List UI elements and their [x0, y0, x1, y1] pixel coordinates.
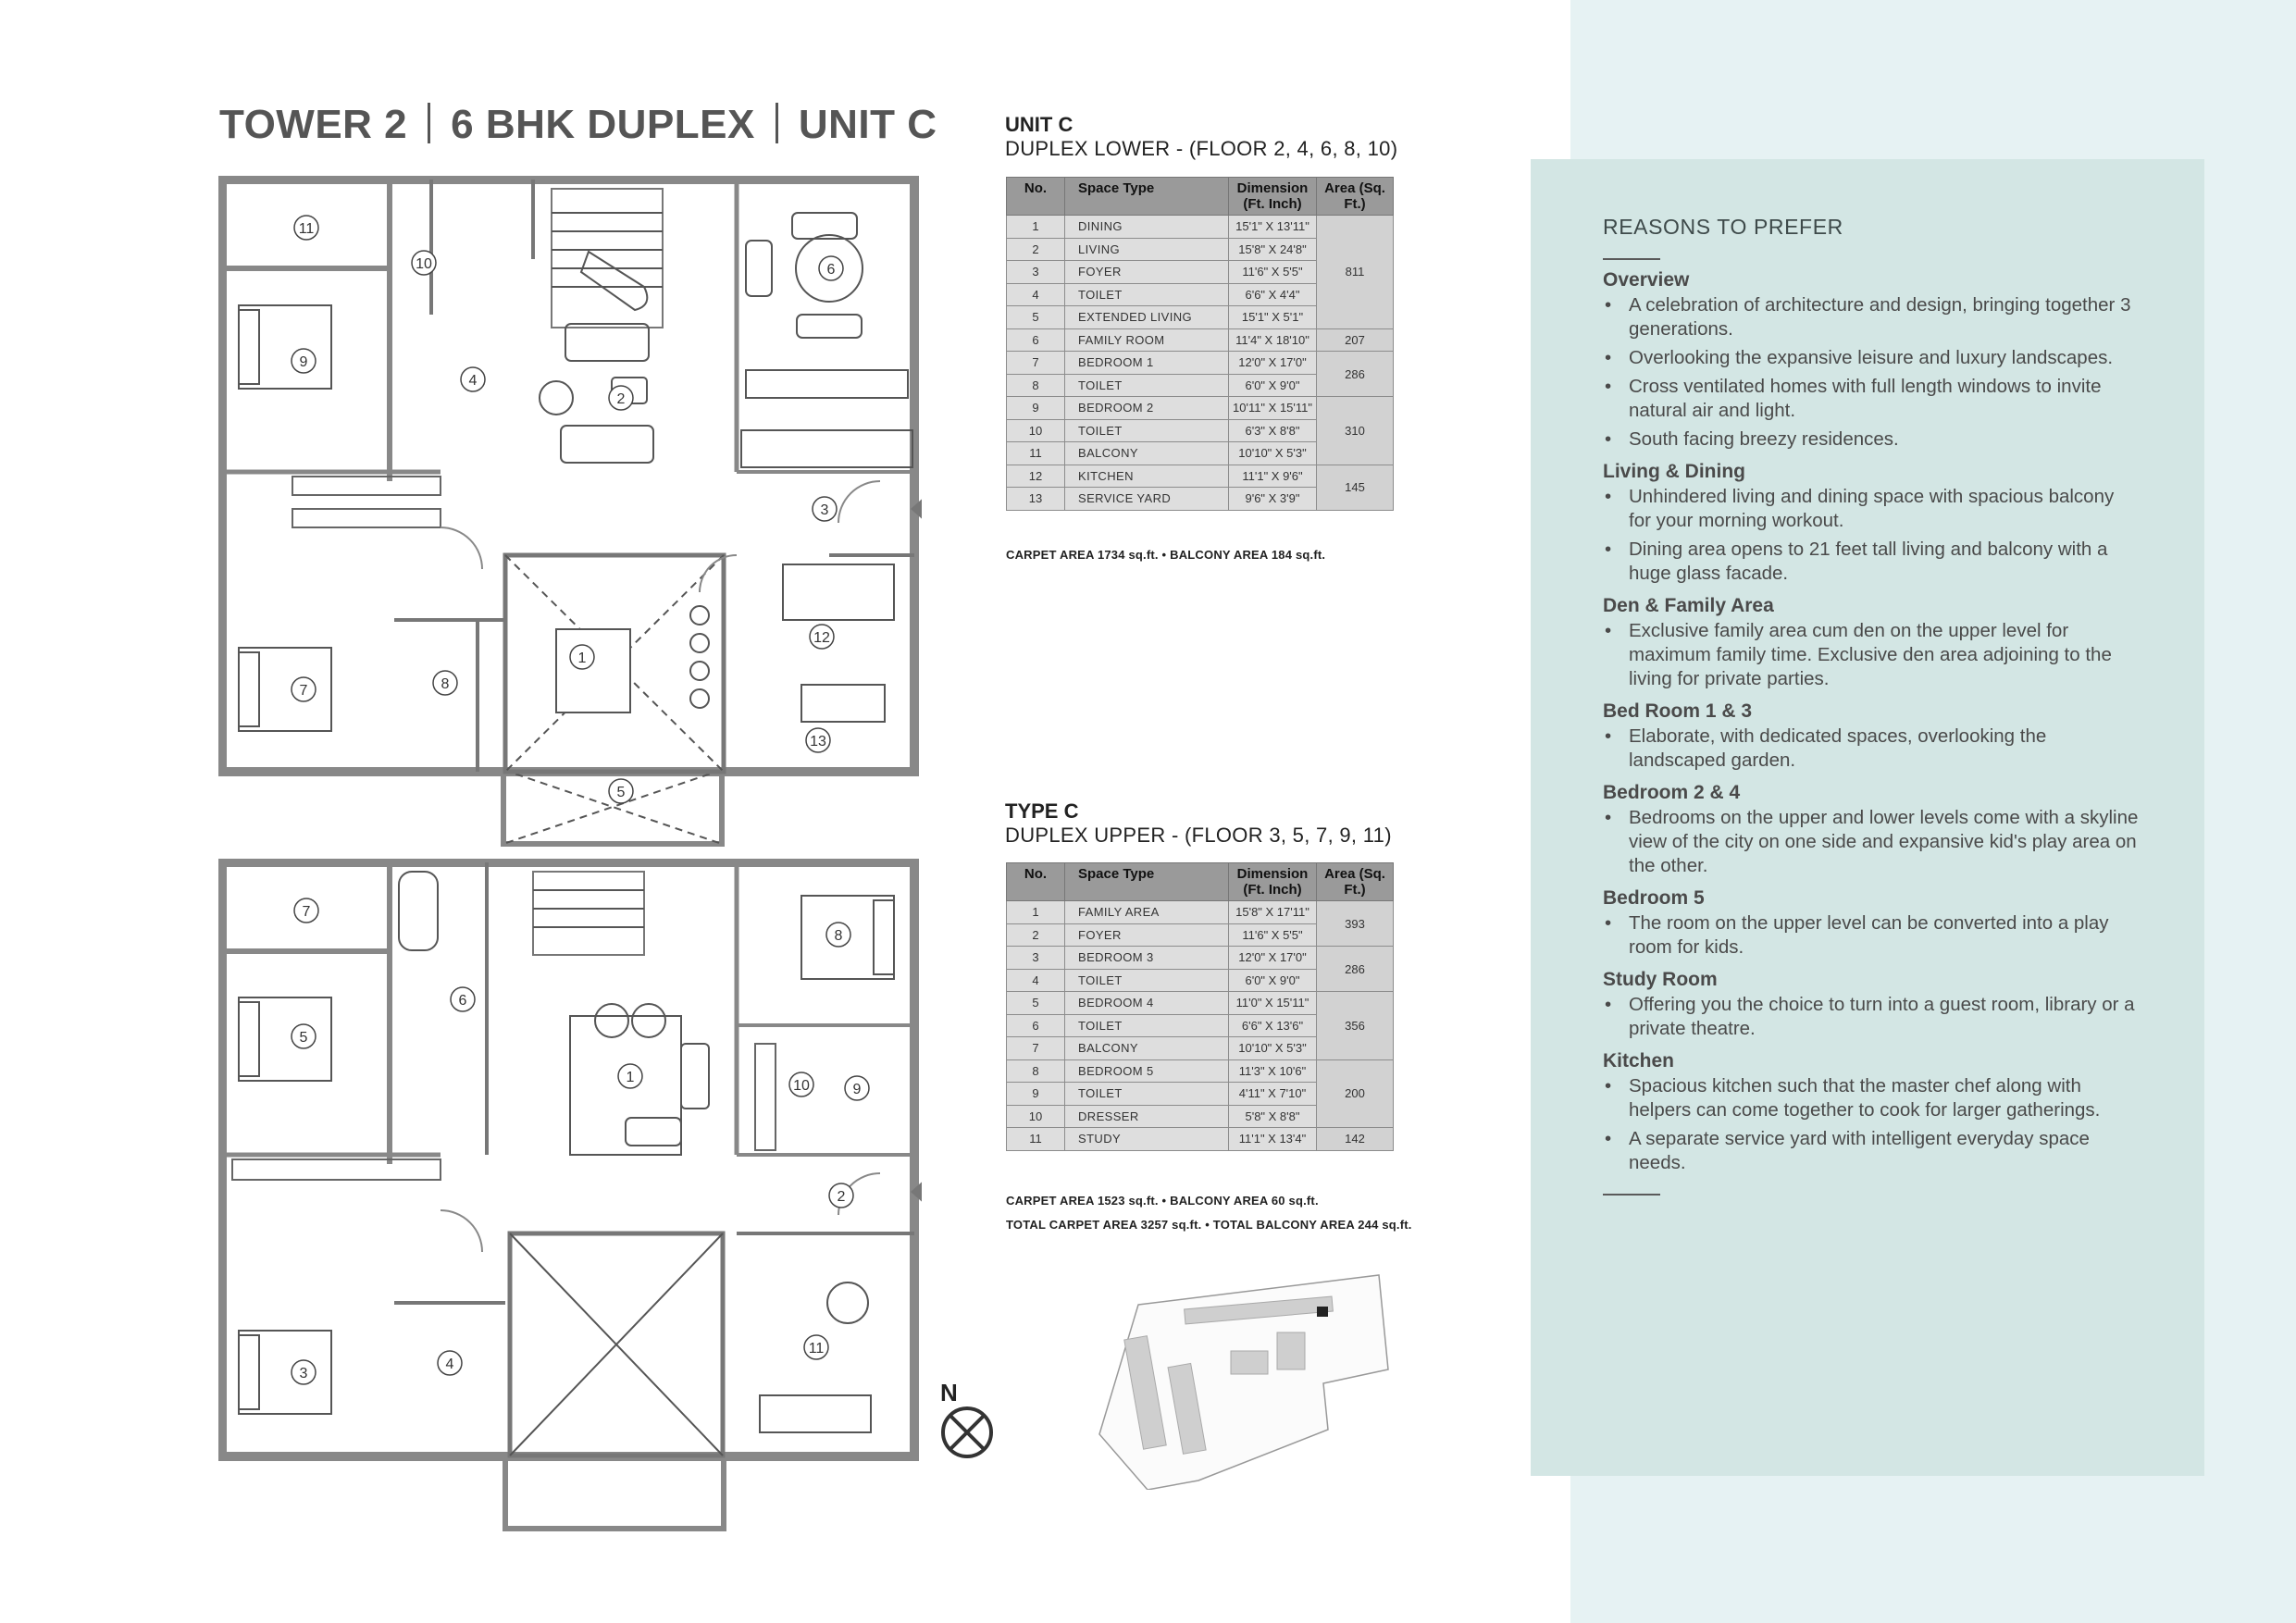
table-row: 6 FAMILY ROOM 11'4" X 18'10" 207 [1007, 328, 1394, 352]
room-label [609, 779, 633, 803]
col-header-area: Area (Sq. Ft.) [1317, 863, 1394, 901]
section-heading: Living & Dining [1603, 461, 1745, 482]
table-row: 5 EXTENDED LIVING 15'1" X 5'1" [1007, 306, 1394, 329]
section-heading: Study Room [1603, 969, 1718, 990]
title-type: 6 BHK DUPLEX [451, 102, 755, 147]
title-divider [776, 103, 778, 143]
key-plan [1092, 1268, 1397, 1490]
list-item: • Unhindered living and dining space with spacious balcony for your morning workout. [1603, 485, 2140, 533]
bullet-list [1603, 993, 2140, 1041]
room-label [294, 898, 318, 923]
table-row: 8 BEDROOM 5 11'3" X 10'6" 200 [1007, 1059, 1394, 1083]
svg-text:2: 2 [616, 391, 626, 407]
room-label [845, 1076, 869, 1100]
table-row: 1 FAMILY AREA 15'8" X 17'11" 393 [1007, 901, 1394, 924]
reasons-title: REASONS TO PREFER [1603, 215, 1843, 239]
table-row: 4 TOILET 6'0" X 9'0" [1007, 969, 1394, 992]
upper-table-subtitle: DUPLEX UPPER - (FLOOR 3, 5, 7, 9, 11) [1005, 824, 1392, 847]
list-item: • Spacious kitchen such that the master chef along with helpers can come together to cook for larger gatherings. [1603, 1074, 2140, 1122]
table-row: 12 KITCHEN 11'1" X 9'6" 145 [1007, 465, 1394, 488]
table-row: 10 TOILET 6'3" X 8'8" [1007, 419, 1394, 442]
room-label [829, 1183, 853, 1208]
list-item: • Cross ventilated homes with full length windows to invite natural air and light. [1603, 375, 2140, 423]
area-cell: 811 [1317, 216, 1394, 329]
room-label [819, 256, 843, 280]
upper-table-title: TYPE C [1005, 799, 1079, 823]
svg-text:12: 12 [813, 630, 830, 646]
svg-text:7: 7 [299, 683, 308, 699]
lower-area-summary: CARPET AREA 1734 sq.ft. • BALCONY AREA 184 sq.ft. [1006, 548, 1326, 562]
list-item: • Overlooking the expansive leisure and luxury landscapes. [1603, 346, 2140, 370]
section-heading: Kitchen [1603, 1050, 1675, 1072]
compass-icon [939, 1405, 995, 1460]
table-row: 11 BALCONY 10'10" X 5'3" [1007, 442, 1394, 465]
svg-text:10: 10 [416, 256, 432, 272]
room-label [806, 728, 830, 752]
col-header-no: No. [1007, 178, 1065, 216]
section-heading: Bedroom 2 & 4 [1603, 782, 1741, 803]
table-header-row [1007, 178, 1394, 216]
svg-text:8: 8 [441, 676, 450, 692]
col-header-no: No. [1007, 863, 1065, 901]
area-cell: 310 [1317, 397, 1394, 465]
section-heading: Den & Family Area [1603, 595, 1774, 616]
page-title [219, 102, 937, 148]
bullet-list [1603, 619, 2140, 691]
room-label [294, 216, 318, 240]
list-item: • Bedrooms on the upper and lower levels come with a skyline view of the city on one side and expansive kid's play area on the other. [1603, 806, 2140, 878]
list-item: • The room on the upper level can be converted into a play room for kids. [1603, 911, 2140, 960]
divider [1603, 1194, 1660, 1196]
svg-text:1: 1 [626, 1070, 635, 1085]
table-row: 1 DINING 15'1" X 13'11" 811 [1007, 216, 1394, 239]
room-label [618, 1064, 642, 1088]
table-row: 10 DRESSER 5'8" X 8'8" [1007, 1105, 1394, 1128]
svg-text:5: 5 [616, 785, 626, 800]
area-cell: 393 [1317, 901, 1394, 947]
svg-text:10: 10 [793, 1078, 810, 1094]
room-label [789, 1072, 813, 1096]
svg-text:3: 3 [820, 502, 829, 518]
lower-table-title: UNIT C [1005, 113, 1074, 136]
north-label: N [940, 1379, 958, 1406]
table-row: 6 TOILET 6'6" X 13'6" [1007, 1014, 1394, 1037]
list-item: • A separate service yard with intelligent everyday space needs. [1603, 1127, 2140, 1175]
svg-text:1: 1 [577, 650, 587, 666]
floor-plan-lower [218, 176, 922, 851]
svg-text:6: 6 [458, 993, 467, 1009]
floor-plan-upper [218, 859, 922, 1534]
svg-text:5: 5 [299, 1030, 308, 1046]
svg-text:3: 3 [299, 1366, 308, 1381]
upper-area-summary: CARPET AREA 1523 sq.ft. • BALCONY AREA 60 sq.ft. [1006, 1194, 1319, 1208]
list-item: • Exclusive family area cum den on the upper level for maximum family time. Exclusive den area adjoining to the living for private parties. [1603, 619, 2140, 691]
svg-text:6: 6 [826, 262, 836, 278]
room-label [826, 923, 850, 947]
divider [1603, 258, 1660, 260]
room-label [451, 987, 475, 1011]
bullet-list [1603, 1074, 2140, 1175]
svg-text:9: 9 [299, 354, 308, 370]
table-row: 2 LIVING 15'8" X 24'8" [1007, 238, 1394, 261]
table-row: 2 FOYER 11'6" X 5'5" [1007, 923, 1394, 947]
table-header-row [1007, 863, 1394, 901]
section-heading: Overview [1603, 269, 1690, 291]
room-label [412, 251, 436, 275]
table-row: 3 FOYER 11'6" X 5'5" [1007, 261, 1394, 284]
svg-text:11: 11 [298, 221, 315, 237]
col-header-area: Area (Sq. Ft.) [1317, 178, 1394, 216]
svg-text:2: 2 [837, 1189, 846, 1205]
area-cell: 207 [1317, 328, 1394, 352]
area-cell: 286 [1317, 352, 1394, 397]
table-row: 5 BEDROOM 4 11'0" X 15'11" 356 [1007, 992, 1394, 1015]
col-header-dimension: Dimension (Ft. Inch) [1229, 863, 1317, 901]
room-label [570, 645, 594, 669]
bullet-list [1603, 485, 2140, 586]
room-label [461, 367, 485, 391]
bullet-list [1603, 725, 2140, 773]
section-heading: Bedroom 5 [1603, 887, 1705, 909]
svg-text:8: 8 [834, 928, 843, 944]
area-cell: 200 [1317, 1059, 1394, 1128]
col-header-space: Space Type [1065, 178, 1229, 216]
table-row: 9 TOILET 4'11" X 7'10" [1007, 1083, 1394, 1106]
table-row: 11 STUDY 11'1" X 13'4" 142 [1007, 1128, 1394, 1151]
area-cell: 356 [1317, 992, 1394, 1060]
table-row: 7 BEDROOM 1 12'0" X 17'0" 286 [1007, 352, 1394, 375]
bullet-list [1603, 293, 2140, 452]
list-item: • Offering you the choice to turn into a guest room, library or a private theatre. [1603, 993, 2140, 1041]
total-area-summary: TOTAL CARPET AREA 3257 sq.ft. • TOTAL BALCONY AREA 244 sq.ft. [1006, 1218, 1412, 1232]
floor-plan-lower-drawing [218, 176, 922, 851]
room-label [433, 671, 457, 695]
upper-area-table [1006, 862, 1394, 1151]
svg-text:4: 4 [445, 1357, 454, 1372]
room-label [609, 386, 633, 410]
table-row: 4 TOILET 6'6" X 4'4" [1007, 283, 1394, 306]
table-row: 9 BEDROOM 2 10'11" X 15'11" 310 [1007, 397, 1394, 420]
room-label [292, 1360, 316, 1384]
col-header-space: Space Type [1065, 863, 1229, 901]
svg-text:9: 9 [852, 1082, 862, 1097]
bullet-list [1603, 806, 2140, 878]
svg-text:7: 7 [302, 904, 311, 920]
lower-area-table [1006, 177, 1394, 511]
title-divider [428, 103, 430, 143]
table-row: 13 SERVICE YARD 9'6" X 3'9" [1007, 488, 1394, 511]
svg-text:13: 13 [810, 734, 826, 750]
area-cell: 142 [1317, 1128, 1394, 1151]
svg-text:4: 4 [468, 373, 478, 389]
room-label [292, 349, 316, 373]
title-unit: UNIT C [798, 102, 937, 147]
room-label [813, 497, 837, 521]
room-label [292, 1024, 316, 1048]
area-cell: 145 [1317, 465, 1394, 510]
table-row: 8 TOILET 6'0" X 9'0" [1007, 374, 1394, 397]
section-heading: Bed Room 1 & 3 [1603, 700, 1753, 722]
title-tower: TOWER 2 [219, 102, 408, 147]
list-item: • Elaborate, with dedicated spaces, overlooking the landscaped garden. [1603, 725, 2140, 773]
bullet-list [1603, 911, 2140, 960]
key-plan-map [1092, 1268, 1397, 1490]
list-item: • South facing breezy residences. [1603, 427, 2140, 452]
room-label [292, 677, 316, 701]
area-cell: 286 [1317, 947, 1394, 992]
lower-table-subtitle: DUPLEX LOWER - (FLOOR 2, 4, 6, 8, 10) [1005, 137, 1398, 160]
unit-location-marker [1317, 1307, 1328, 1317]
room-label [438, 1351, 462, 1375]
room-label [810, 625, 834, 649]
table-row: 7 BALCONY 10'10" X 5'3" [1007, 1037, 1394, 1060]
list-item: • A celebration of architecture and design, bringing together 3 generations. [1603, 293, 2140, 341]
floor-plan-upper-drawing [218, 859, 922, 1534]
reasons-to-prefer [1603, 215, 2140, 1205]
list-item: • Dining area opens to 21 feet tall living and balcony with a huge glass facade. [1603, 538, 2140, 586]
svg-text:11: 11 [808, 1341, 825, 1357]
col-header-dimension: Dimension (Ft. Inch) [1229, 178, 1317, 216]
room-label [804, 1335, 828, 1359]
table-row: 3 BEDROOM 3 12'0" X 17'0" 286 [1007, 947, 1394, 970]
